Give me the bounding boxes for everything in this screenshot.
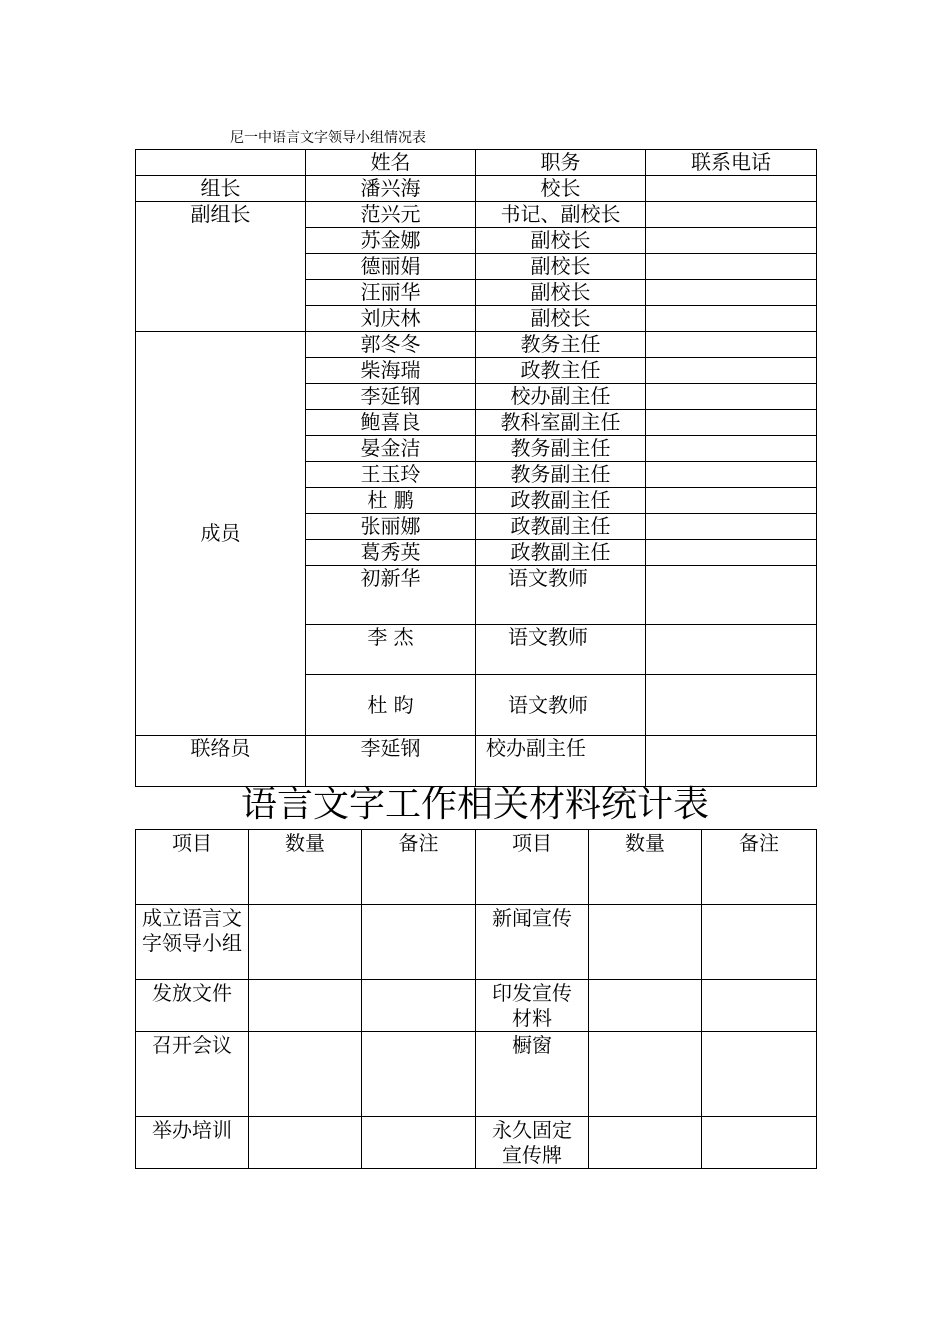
name-cell: 刘庆林	[306, 306, 476, 332]
name-cell: 李 杰	[306, 625, 476, 675]
quantity-cell	[249, 905, 362, 980]
position-cell: 教科室副主任	[476, 410, 646, 436]
role-cell: 副组长	[136, 202, 306, 332]
quantity-cell	[589, 1117, 702, 1169]
name-cell: 杜 鹏	[306, 488, 476, 514]
item-cell: 橱窗	[476, 1032, 589, 1117]
phone-cell	[646, 514, 817, 540]
table-header-row	[136, 830, 817, 905]
phone-cell	[646, 675, 817, 736]
table-row	[136, 202, 817, 228]
header-remarks: 备注	[702, 830, 817, 905]
position-cell: 教务主任	[476, 332, 646, 358]
phone-cell	[646, 306, 817, 332]
name-cell: 王玉玲	[306, 462, 476, 488]
table-header-row	[136, 150, 817, 176]
position-cell: 书记、副校长	[476, 202, 646, 228]
role-cell: 成员	[136, 332, 306, 736]
remarks-cell	[702, 1032, 817, 1117]
name-cell: 苏金娜	[306, 228, 476, 254]
leadership-group-table	[135, 149, 817, 787]
phone-cell	[646, 540, 817, 566]
phone-cell	[646, 462, 817, 488]
header-remarks: 备注	[362, 830, 476, 905]
position-cell: 语文教师	[476, 625, 646, 675]
table-row	[136, 332, 817, 358]
remarks-cell	[702, 1117, 817, 1169]
position-cell: 校办副主任	[476, 384, 646, 410]
header-phone: 联系电话	[646, 150, 817, 176]
phone-cell	[646, 566, 817, 625]
item-cell: 召开会议	[136, 1032, 249, 1117]
position-cell: 副校长	[476, 228, 646, 254]
phone-cell	[646, 280, 817, 306]
phone-cell	[646, 410, 817, 436]
remarks-cell	[702, 980, 817, 1032]
header-item: 项目	[136, 830, 249, 905]
statistics-table-title: 语言文字工作相关材料统计表	[240, 784, 709, 825]
quantity-cell	[589, 905, 702, 980]
table-row	[136, 1032, 817, 1117]
phone-cell	[646, 176, 817, 202]
remarks-cell	[362, 905, 476, 980]
phone-cell	[646, 332, 817, 358]
name-cell: 汪丽华	[306, 280, 476, 306]
phone-cell	[646, 254, 817, 280]
position-cell: 校办副主任	[476, 736, 646, 787]
table-row	[136, 980, 817, 1032]
position-cell: 政教副主任	[476, 514, 646, 540]
header-position: 职务	[476, 150, 646, 176]
item-cell: 成立语言文字领导小组	[136, 905, 249, 980]
phone-cell	[646, 384, 817, 410]
position-cell: 副校长	[476, 306, 646, 332]
name-cell: 鲍喜良	[306, 410, 476, 436]
table-row	[136, 176, 817, 202]
name-cell: 初新华	[306, 566, 476, 625]
header-quantity: 数量	[249, 830, 362, 905]
position-cell: 政教主任	[476, 358, 646, 384]
role-cell: 联络员	[136, 736, 306, 787]
quantity-cell	[589, 980, 702, 1032]
remarks-cell	[362, 1117, 476, 1169]
table-row	[136, 736, 817, 787]
item-cell: 新闻宣传	[476, 905, 589, 980]
name-cell: 张丽娜	[306, 514, 476, 540]
name-cell: 柴海瑞	[306, 358, 476, 384]
phone-cell	[646, 488, 817, 514]
item-cell: 举办培训	[136, 1117, 249, 1169]
position-cell: 校长	[476, 176, 646, 202]
quantity-cell	[589, 1032, 702, 1117]
role-cell: 组长	[136, 176, 306, 202]
phone-cell	[646, 436, 817, 462]
remarks-cell	[362, 1032, 476, 1117]
position-cell: 政教副主任	[476, 488, 646, 514]
name-cell: 郭冬冬	[306, 332, 476, 358]
name-cell: 葛秀英	[306, 540, 476, 566]
name-cell: 晏金洁	[306, 436, 476, 462]
position-cell: 副校长	[476, 280, 646, 306]
name-cell: 李延钢	[306, 384, 476, 410]
quantity-cell	[249, 980, 362, 1032]
phone-cell	[646, 625, 817, 675]
position-cell: 语文教师	[476, 566, 646, 625]
item-cell: 印发宣传材料	[476, 980, 589, 1032]
phone-cell	[646, 736, 817, 787]
position-cell: 教务副主任	[476, 436, 646, 462]
item-cell: 发放文件	[136, 980, 249, 1032]
position-cell: 教务副主任	[476, 462, 646, 488]
remarks-cell	[362, 980, 476, 1032]
item-cell: 永久固定宣传牌	[476, 1117, 589, 1169]
phone-cell	[646, 202, 817, 228]
phone-cell	[646, 358, 817, 384]
name-cell: 潘兴海	[306, 176, 476, 202]
header-item: 项目	[476, 830, 589, 905]
table-row	[136, 905, 817, 980]
quantity-cell	[249, 1117, 362, 1169]
table-caption: 尼一中语言文字领导小组情况表	[230, 130, 426, 146]
name-cell: 杜 昀	[306, 675, 476, 736]
materials-statistics-table	[135, 829, 817, 1169]
header-cell-blank	[136, 150, 306, 176]
name-cell: 范兴元	[306, 202, 476, 228]
header-name: 姓名	[306, 150, 476, 176]
position-cell: 政教副主任	[476, 540, 646, 566]
table-row	[136, 1117, 817, 1169]
header-quantity: 数量	[589, 830, 702, 905]
phone-cell	[646, 228, 817, 254]
position-cell: 副校长	[476, 254, 646, 280]
remarks-cell	[702, 905, 817, 980]
name-cell: 德丽娟	[306, 254, 476, 280]
name-cell: 李延钢	[306, 736, 476, 787]
quantity-cell	[249, 1032, 362, 1117]
position-cell: 语文教师	[476, 675, 646, 736]
